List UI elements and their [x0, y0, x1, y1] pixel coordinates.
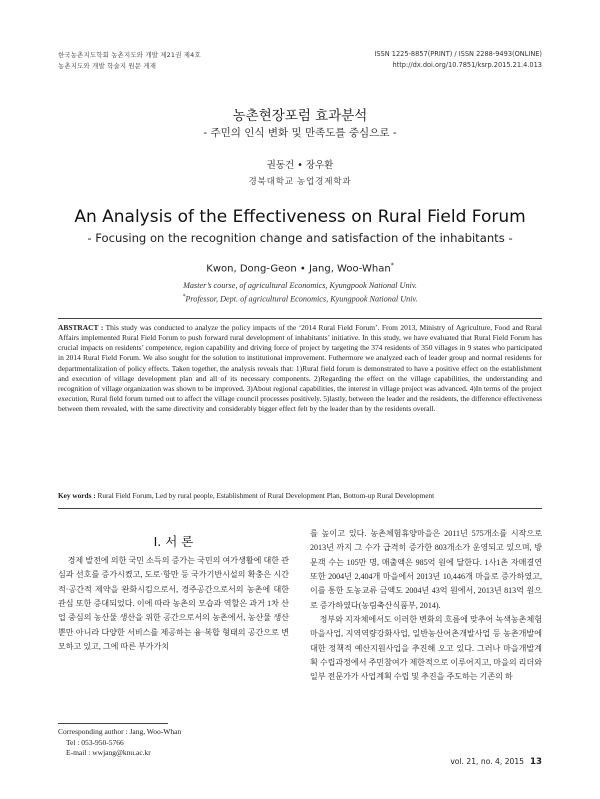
abstract-label: ABSTRACT : — [58, 323, 104, 332]
right-column — [310, 527, 542, 685]
english-title: An Analysis of the Effectiveness on Rural Field Forum — [74, 207, 526, 227]
keywords-text: Rural Field Forum, Led by rural people, Establishment of Rural Development Plan, Bottom-up Rural Development — [97, 491, 435, 500]
english-affiliation-2-text: Professor, Dept. of agricultural Economics, Kyungpook National Univ. — [185, 294, 418, 304]
right-paragraph-2: 정부와 지자체에서도 이러한 변화의 흐름에 맞추어 녹색농촌체험마을사업, 지역역량강화사업, 일반농산어촌개발사업 등 농촌개발에 대한 정책적 예산지원사업을 추진해 오고 있다. 그러나 마을개발계획 수립과정에서 주민참여가 제한적으로 이루어지고, 마을의 리더와 일부 전문가가 사업계획 수립 및 추진을 주도하는 기존의 하 — [310, 615, 542, 682]
english-affiliation-1: Master’s course, of agricultural Economics, Kyungpook National Univ. — [183, 281, 417, 290]
abstract-text: This study was conducted to analyze the policy impacts of the ‘2014 Rural Field Forum’. From 2013, Ministry of Agriculture, Food and Rural Affairs implemented Rural Field Forum to push forward rural development of inhabitants’ initiative. In this study, we have evaluated that Rural Field Forum has crucial impacts on residents’ competence, region capability and driving force of project by targeting the 374 residents of 350 villages in 9 states who participated in 2014 Rural Field Forum. We also sought for the solution to institutional improvement. Futhermore we analyzed each of leader group and normal residents for departmentalization of policy effects. Taken together, the analysis reveals that: 1)Rural field forum is demonstrated to have a positive effect on the establishment and execution of village development plan and all of its necessary components. 2)Regarding the effect on the village capabilities, the understanding and recognition of village organization was shown to be improved. 3)About regional capabilities, the interest in village project was advanced. 4)In terms of the project execution, Rural field forum turned out to affect the village council processes positively. 5)lastly, between the leader and the residents, the difference effectiveness between them revealed, with the same directivity and considerably bigger effect felt by the leader than by the residents overall. — [58, 323, 542, 414]
page-footer — [450, 757, 542, 767]
corresponding-author: Corresponding author : Jang, Woo-Whan — [58, 727, 182, 736]
right-paragraph-1: 를 높이고 있다. 농촌체험휴양마을은 2011년 575개소를 시작으로 2013년 까지 그 수가 급격히 증가한 803개소가 운영되고 있으며, 방문객 수는 105만 명, 매출액은 985억 원에 달한다. 1사1촌 자매결연 또한 2004년 2,404개 마을에서 2013년 10,446개 마을로 증가하였고, 이를 통한 도농교류 금액도 2004년 43억 원에서, 2013년 813억 원으로 증가하였다(농림축산식품부, 2014). — [310, 529, 542, 610]
author-mark: * — [390, 262, 394, 269]
abstract-top-rule — [58, 318, 542, 319]
abstract — [58, 323, 542, 414]
journal-line-2: 농촌지도와 개발 학술지 원문 게재 — [58, 62, 157, 70]
footnote-rule — [58, 723, 168, 724]
issn-block — [374, 49, 542, 71]
keywords-label: Key words : — [58, 491, 96, 500]
affiliation-mark: * — [182, 294, 186, 300]
abstract-bottom-rule — [58, 508, 542, 509]
doi-link[interactable]: http://dx.doi.org/10.7851/ksrp.2015.21.4.013 — [392, 61, 542, 69]
korean-subtitle: - 주민의 인식 변화 및 만족도를 중심으로 - — [203, 127, 397, 139]
english-subtitle: - Focusing on the recognition change and satisfaction of the inhabitants - — [87, 231, 513, 245]
left-column — [58, 554, 289, 654]
korean-title: 농촌현장포럼 효과분석 — [232, 108, 368, 124]
issue-info: vol. 21, no. 4, 2015 — [450, 757, 525, 766]
footnote — [58, 727, 181, 759]
section-heading: I. 서 론 — [153, 534, 194, 549]
issn: ISSN 1225-8857(PRINT) / ISSN 2288-9493(ONLINE) — [374, 50, 542, 58]
page-number: 13 — [530, 757, 542, 767]
english-author-names: Kwon, Dong-Geon • Jang, Woo-Whan — [206, 263, 391, 275]
journal-line-1: 한국농촌지도학회 농촌지도와 개발 제21권 제4호 — [58, 51, 201, 59]
english-authors — [0, 262, 600, 274]
author-tel: Tel : 053-950-5766 — [66, 737, 124, 747]
journal-header — [58, 50, 201, 72]
korean-affiliation: 경북대학교 농업경제학과 — [248, 176, 352, 186]
english-affiliation-2 — [0, 294, 600, 304]
korean-authors: 권동건 • 장우환 — [266, 160, 334, 171]
keywords — [58, 491, 542, 501]
author-email[interactable]: E-mail : wwjang@knu.ac.kr — [66, 748, 151, 757]
left-paragraph-1: 경제 발전에 의한 국민 소득의 증가는 국민의 여가생활에 대한 관심과 선호를 증가시켰고, 도로·항만 등 국가기반시설의 확충은 시간적·공간적 제약을 완화시킴으로서, 경주공간으로서의 농촌에 대한 관심 또한 증대되었다. 이에 따라 농촌의 모습과 역할은 과거 1차 산업 중심의 농산물 생산을 위한 공간으로서의 농촌에서, 농산물 생산뿐만 아니라 다양한 서비스를 제공하는 융·복합 형태의 공간으로 변모하고 있고, 그에 따른 부가가치 — [58, 556, 289, 652]
